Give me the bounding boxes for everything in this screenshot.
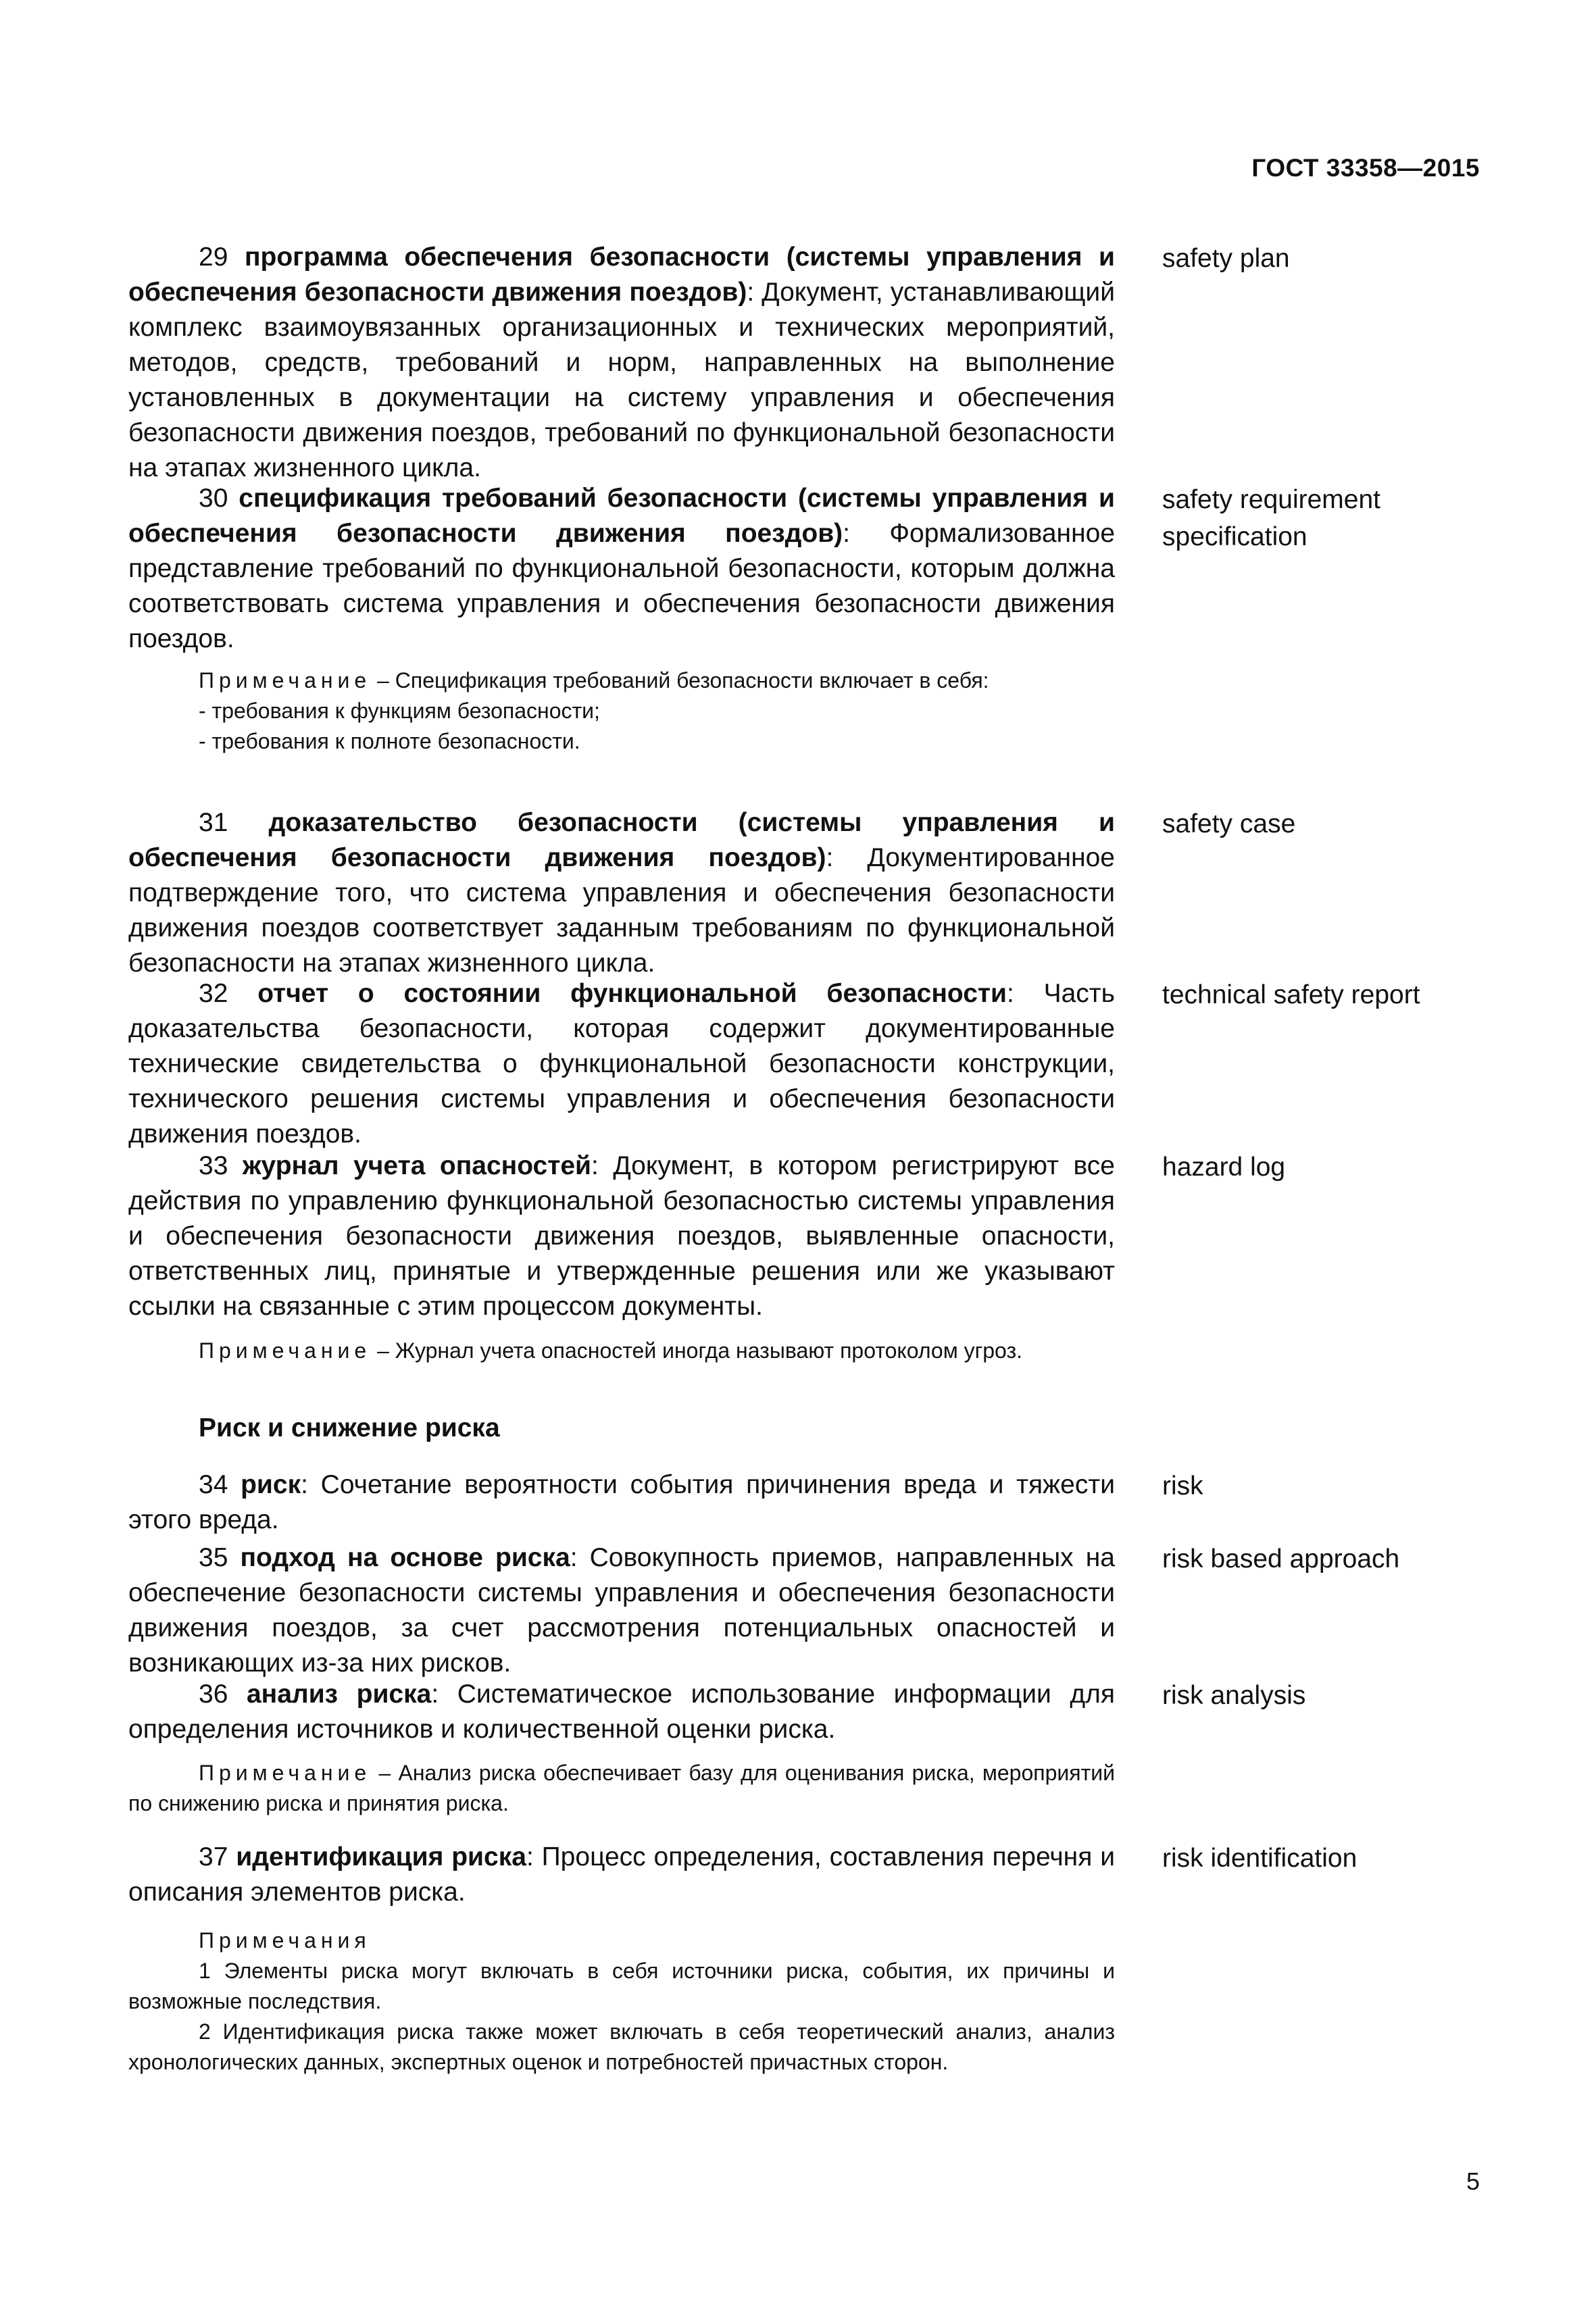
entry-number: 32 — [199, 979, 228, 1008]
english-term-32: technical safety report — [1162, 980, 1420, 1009]
term-entry-29 — [128, 240, 1115, 486]
entry-number: 36 — [199, 1680, 228, 1709]
entry-number: 29 — [199, 243, 228, 272]
entry-term: отчет о состоянии функциональной безопасности — [257, 979, 1007, 1008]
note-text: – Журнал учета опасностей иногда называют протоколом угроз. — [377, 1338, 1023, 1363]
entry-definition: : Часть доказательства безопасности, которая содержит документированные технические свидетельства о функциональной безопасности конструкции, технического решения системы управления и обеспечения безопасности движения поездов. — [128, 979, 1115, 1149]
note-text: – Спецификация требований безопасности включает в себя: — [377, 668, 989, 693]
english-term-29: safety plan — [1162, 244, 1290, 273]
term-entry-37 — [128, 1840, 1115, 1910]
note-label: Примечание — [199, 1338, 372, 1363]
entry-definition: : Процесс определения, составления перечня и описания элементов риска. — [128, 1842, 1115, 1907]
note-label: Примечание — [199, 668, 372, 693]
entry-number: 31 — [199, 808, 228, 837]
english-term-31: safety case — [1162, 809, 1296, 838]
term-entry-34 — [128, 1467, 1115, 1538]
english-term-30: safety requirement specification — [1162, 485, 1380, 551]
entry-definition: : Совокупность приемов, направленных на обеспечение безопасности системы управления и обеспечения безопасности движения поездов, за счет рассмотрения потенциальных опасностей и возникающих из-за них рисков. — [128, 1543, 1115, 1678]
term-entry-32 — [128, 976, 1115, 1152]
english-term-33: hazard log — [1162, 1153, 1286, 1182]
entry-definition: : Систематическое использование информации для определения источников и количественной оценки риска. — [128, 1680, 1116, 1744]
english-term-34: risk — [1162, 1472, 1203, 1501]
note-text: – Анализ риска обеспечивает базу для оценивания риска, мероприятий по снижению риска и принятия риска. — [128, 1761, 1116, 1815]
term-entry-31 — [128, 805, 1115, 981]
english-term-37: risk identification — [1162, 1844, 1357, 1873]
term-entry-36 — [128, 1677, 1115, 1747]
entry-term: подход на основе риска — [240, 1543, 570, 1572]
entry-term: программа обеспечения безопасности (системы управления и обеспечения безопасности движения поездов) — [128, 243, 1115, 307]
entry-number: 37 — [199, 1842, 228, 1871]
entry-definition: : Документ, устанавливающий комплекс взаимоувязанных организационных и технических мероприятий, методов, средств, требований и норм, направленных на выполнение установленных в документации на систему управления и обеспечения безопасности движения поездов, требований по функциональной безопасности на этапах жизненного цикла. — [128, 278, 1115, 482]
entry-number: 30 — [199, 484, 228, 513]
page-number: 5 — [1466, 2167, 1480, 2195]
note-36 — [128, 1758, 1115, 1819]
entry-definition: : Документ, в котором регистрируют все действия по управлению функциональной безопасностью системы управления и обеспечения безопасности движения поездов, выявленные опасности, ответственных лиц, принятые и утвержденные решения или же указывают ссылки на связанные с этим процессом документы. — [128, 1151, 1115, 1321]
entry-term: спецификация требований безопасности (системы управления и обеспечения безопасности движения поездов) — [128, 484, 1115, 548]
note-37 — [128, 1926, 1115, 2078]
entry-definition: : Сочетание вероятности события причинения вреда и тяжести этого вреда. — [128, 1470, 1115, 1534]
note-list-item: - требования к функциям безопасности; — [199, 699, 600, 723]
section-title: Риск и снижение риска — [199, 1413, 500, 1442]
entry-number: 33 — [199, 1151, 228, 1180]
entry-term: риск — [241, 1470, 301, 1499]
note-list-item: - требования к полноте безопасности. — [199, 729, 580, 753]
entry-number: 34 — [199, 1470, 228, 1499]
term-entry-33 — [128, 1149, 1115, 1324]
english-term-35: risk based approach — [1162, 1544, 1400, 1574]
entry-term: доказательство безопасности (системы управления и обеспечения безопасности движения поездов) — [128, 808, 1115, 872]
term-entry-30 — [128, 481, 1115, 657]
entry-definition: : Формализованное представление требований по функциональной безопасности, которым должна соответствовать система управления и обеспечения безопасности движения поездов. — [128, 519, 1116, 653]
note-item: 2 Идентификация риска также может включать в себя теоретический анализ, анализ хронологических данных, экспертных оценок и потребностей причастных сторон. — [128, 2019, 1115, 2074]
document-header: ГОСТ 33358—2015 — [1251, 154, 1480, 182]
note-30 — [128, 665, 1115, 757]
entry-term: идентификация риска — [236, 1842, 526, 1871]
entry-term: журнал учета опасностей — [242, 1151, 591, 1180]
note-label: Примечания — [199, 1928, 371, 1953]
english-term-36: risk analysis — [1162, 1681, 1306, 1710]
term-entry-35 — [128, 1540, 1115, 1681]
entry-number: 35 — [199, 1543, 228, 1572]
entry-term: анализ риска — [246, 1680, 432, 1709]
note-label: Примечание — [199, 1761, 372, 1785]
entry-definition: : Документированное подтверждение того, что система управления и обеспечения безопасности движения поездов соответствует заданным требованиям по функциональной безопасности на этапах жизненного цикла. — [128, 843, 1115, 978]
note-33 — [128, 1336, 1115, 1366]
note-item: 1 Элементы риска могут включать в себя источники риска, события, их причины и возможные последствия. — [128, 1959, 1115, 2013]
